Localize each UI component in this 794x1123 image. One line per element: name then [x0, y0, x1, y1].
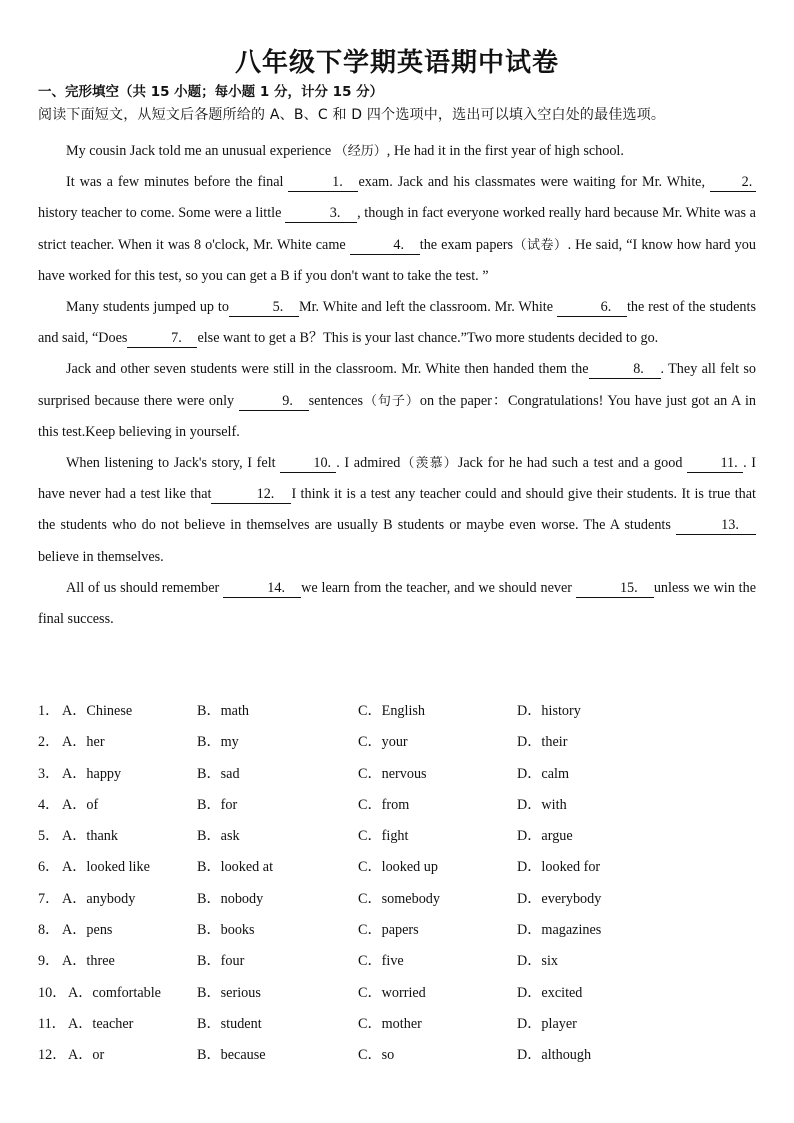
blank-14[interactable]: 14. — [223, 579, 301, 598]
blank-11[interactable]: 11. — [687, 454, 743, 473]
question-row: 4． A．of B．for C．from D．with — [38, 790, 756, 821]
option-d[interactable]: D．their — [517, 734, 568, 751]
question-row: 1． A．Chinese B．math C．English D．history — [38, 696, 756, 727]
question-row: 3． A．happy B．sad C．nervous D．calm — [38, 759, 756, 790]
option-d[interactable]: D．six — [517, 953, 558, 970]
option-c[interactable]: C．your — [358, 734, 408, 751]
option-c[interactable]: C．looked up — [358, 859, 438, 876]
blank-3[interactable]: 3. — [285, 204, 357, 223]
option-b[interactable]: B．nobody — [197, 890, 264, 907]
blank-8[interactable]: 8. — [589, 360, 661, 379]
option-a[interactable]: A．pens — [62, 922, 113, 939]
option-c[interactable]: C．papers — [358, 922, 419, 939]
blank-10[interactable]: 10. — [280, 454, 336, 473]
question-row: 9． A．three B．four C．five D．six — [38, 946, 756, 977]
option-c[interactable]: C．mother — [358, 1015, 422, 1032]
cloze-passage — [38, 136, 756, 635]
question-row: 8． A．pens B．books C．papers D．magazines — [38, 915, 756, 946]
option-a[interactable]: A．or — [68, 1047, 105, 1064]
blank-2[interactable]: 2. — [710, 173, 756, 192]
page-title: 八年级下学期英语期中试卷 — [234, 48, 559, 78]
option-b[interactable]: B．four — [197, 953, 245, 970]
question-row: 5． A．thank B．ask C．fight D．argue — [38, 821, 756, 852]
paragraph-1: My cousin Jack told me an unusual experience （经历）, He had it in the first year of high school. — [66, 143, 624, 159]
question-row: 6． A．looked like B．looked at C．looked up D．looked for — [38, 852, 756, 883]
paragraph-2: It was a few minutes before the final 1. exam. Jack and his classmates were waiting for Mr. White, 2.history teacher to come. Some were a little 3. , though in fact everyone worked really hard because Mr. White was a strict teacher. When it was 8 o'clock, Mr. White came 4. the exam papers（试卷）. He said, “I know how hard you have worked for this test, so you can get a B if you don't want to take the test. ” — [38, 174, 756, 284]
option-a[interactable]: A．Chinese — [62, 703, 133, 719]
option-c[interactable]: C．fight — [358, 828, 409, 845]
option-d[interactable]: D．magazines — [517, 922, 602, 939]
option-d[interactable]: D．calm — [517, 765, 570, 782]
option-c[interactable]: C．five — [358, 953, 404, 970]
option-b[interactable]: B．for — [197, 796, 238, 813]
option-b[interactable]: B．student — [197, 1015, 262, 1032]
blank-15[interactable]: 15. — [576, 579, 654, 598]
instructions: 阅读下面短文，从短文后各题所给的 A、B、C 和 D 四个选项中，选出可以填入空白处的最佳选项。 — [38, 107, 666, 123]
option-c[interactable]: C．nervous — [358, 765, 427, 782]
question-row: 2． A．her B．my C．your D．their — [38, 727, 756, 758]
option-c[interactable]: C．worried — [358, 984, 426, 1001]
paragraph-4: Jack and other seven students were still in the classroom. Mr. White then handed them the 8. . They all felt so surprised because there were only 9. sentences（句子）on the paper：Congratulations! You have just got an A in this test.Keep believing in yourself. — [38, 361, 756, 440]
blank-13[interactable]: 13. — [676, 516, 756, 535]
option-a[interactable]: A．looked like — [62, 859, 150, 876]
option-d[interactable]: D．argue — [517, 828, 573, 845]
option-a[interactable]: A．of — [62, 796, 99, 813]
option-a[interactable]: A．thank — [62, 828, 118, 845]
option-c[interactable]: C．somebody — [358, 890, 440, 907]
option-d[interactable]: D．although — [517, 1047, 592, 1064]
question-row: 10． A．comfortable B．serious C．worried D．excited — [38, 978, 756, 1009]
question-row: 12． A．or B．because C．so D．although — [38, 1040, 756, 1071]
paragraph-3: Many students jumped up to 5. Mr. White and left the classroom. Mr. White 6. the rest of the students and said, “Does 7. else want to get a B？This is your last chance.”Two more students decided to go. — [38, 299, 756, 347]
paragraph-6: All of us should remember 14. we learn from the teacher, and we should never 15. unless we win the final success. — [38, 579, 756, 628]
option-c[interactable]: C．so — [358, 1047, 395, 1064]
section-heading: 一、完形填空（共 15 小题；每小题 1 分，计分 15 分） — [38, 84, 384, 100]
blank-5[interactable]: 5. — [229, 298, 299, 317]
blank-7[interactable]: 7. — [127, 329, 197, 348]
option-d[interactable]: D．with — [517, 796, 567, 813]
option-b[interactable]: B．books — [197, 922, 255, 939]
option-a[interactable]: A．happy — [62, 765, 122, 782]
option-d[interactable]: D．looked for — [517, 859, 601, 876]
option-d[interactable]: D．player — [517, 1015, 577, 1032]
option-b[interactable]: B．sad — [197, 765, 240, 782]
option-b[interactable]: B．math — [197, 703, 250, 719]
option-b[interactable]: B．serious — [197, 984, 261, 1001]
option-b[interactable]: B．looked at — [197, 859, 274, 876]
option-d[interactable]: D．excited — [517, 984, 583, 1001]
option-a[interactable]: A．three — [62, 953, 115, 970]
question-row: 7． A．anybody B．nobody C．somebody D．everybody — [38, 884, 756, 915]
option-b[interactable]: B．ask — [197, 828, 240, 845]
option-a[interactable]: A．teacher — [68, 1015, 134, 1032]
option-d[interactable]: D．history — [517, 703, 581, 719]
option-d[interactable]: D．everybody — [517, 890, 602, 907]
blank-12[interactable]: 12. — [211, 485, 291, 504]
option-c[interactable]: C．from — [358, 796, 410, 813]
question-row: 11． A．teacher B．student C．mother D．player — [38, 1009, 756, 1040]
option-c[interactable]: C．English — [358, 703, 426, 719]
answer-options — [38, 696, 756, 1072]
option-b[interactable]: B．because — [197, 1047, 266, 1064]
blank-4[interactable]: 4. — [350, 236, 420, 255]
option-a[interactable]: A．anybody — [62, 890, 136, 907]
blank-9[interactable]: 9. — [239, 392, 309, 411]
option-a[interactable]: A．comfortable — [68, 984, 161, 1001]
paragraph-5: When listening to Jack's story, I felt 10. . I admired（羡慕）Jack for he had such a test and a good 11. . I have never had a test like that 12. I think it is a test any teacher could and should give their students. It is true that the students who do not believe in themselves are usually B students or maybe even worse. The A students 13.believe in themselves. — [38, 455, 756, 565]
option-b[interactable]: B．my — [197, 734, 239, 751]
option-a[interactable]: A．her — [62, 734, 105, 751]
blank-6[interactable]: 6. — [557, 298, 627, 317]
blank-1[interactable]: 1. — [288, 173, 358, 192]
